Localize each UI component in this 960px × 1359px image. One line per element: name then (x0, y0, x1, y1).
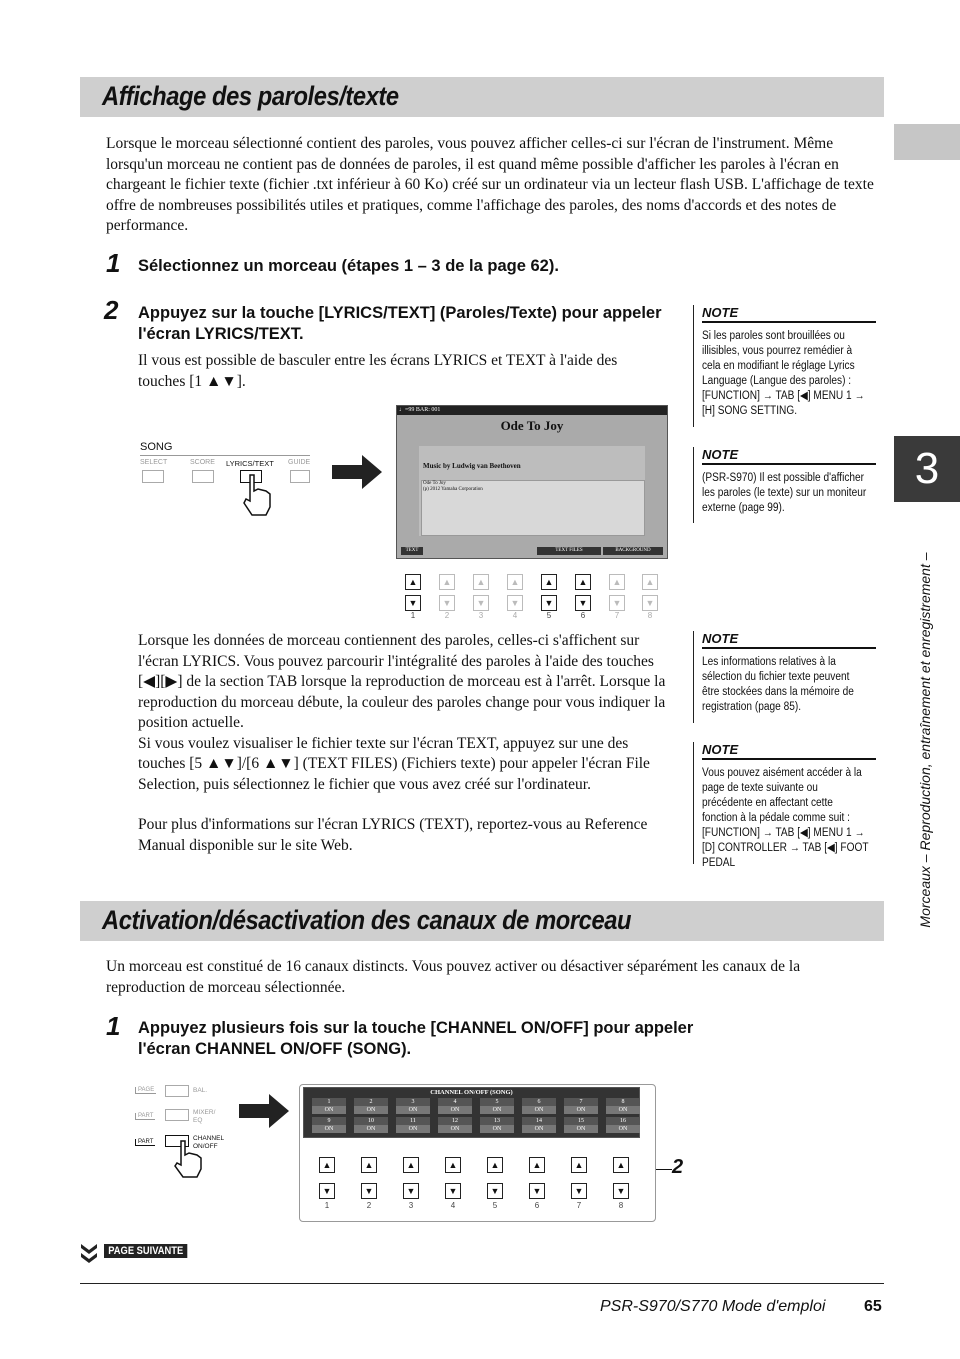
button-number: 1 (410, 611, 416, 620)
button-4-up[interactable]: ▲ (507, 574, 523, 590)
channel-cell (396, 1098, 430, 1114)
running-title: Morceaux – Reproduction, entraînement et enregistrement – (917, 552, 933, 928)
channel-state: ON (438, 1125, 472, 1133)
button-8-down[interactable]: ▼ (642, 595, 658, 611)
channel-cell (564, 1117, 598, 1133)
channel-button-1-up[interactable]: ▲ (319, 1157, 335, 1173)
note-heading: NOTE (702, 447, 876, 465)
part-tag: PART (135, 1139, 155, 1146)
button-number: 4 (450, 1201, 456, 1210)
channel-cell (606, 1117, 640, 1133)
note-heading: NOTE (702, 631, 876, 649)
arrow-right-icon (332, 455, 382, 489)
step-number: 1 (106, 248, 121, 278)
paragraph-reference: Pour plus d'informations sur l'écran LYRICS (TEXT), reportez-vous au Reference Manual disponible sur le site Web. (138, 816, 648, 854)
next-page-label: PAGE SUIVANTE (104, 1244, 187, 1258)
channel-number: 6 (537, 1099, 541, 1105)
arrow-right-icon (239, 1094, 289, 1128)
step-instruction: Appuyez sur la touche [LYRICS/TEXT] (Paroles/Texte) pour appeler l'écran LYRICS/TEXT. (138, 304, 662, 343)
screen-topbar (397, 406, 667, 415)
button-3-up[interactable]: ▲ (473, 574, 489, 590)
channel-button-8-up[interactable]: ▲ (613, 1157, 629, 1173)
channel-on-off-label: CHANNEL ON/OFF (193, 1135, 224, 1150)
channel-number: 4 (453, 1099, 457, 1105)
channel-number: 9 (327, 1118, 331, 1124)
channel-cell (354, 1098, 388, 1114)
button-8-up[interactable]: ▲ (642, 574, 658, 590)
button-number: 6 (534, 1201, 540, 1210)
channel-cell (606, 1098, 640, 1114)
channel-state: ON (396, 1106, 430, 1114)
button-5-down[interactable]: ▼ (541, 595, 557, 611)
channel-state: ON (312, 1106, 346, 1114)
channel-state: ON (480, 1125, 514, 1133)
channel-number: 16 (620, 1118, 626, 1124)
channel-state: ON (564, 1106, 598, 1114)
paragraph-text-files: Si vous voulez visualiser le fichier texte sur l'écran TEXT, appuyez sur une des touches [5 ▲▼]/[6 ▲▼] (TEXT FILES) (Fichiers texte) pour appeler l'écran File Selection, puis sélectionnez le fichier que vous avez créé sur l'ordinateur. (138, 734, 650, 793)
button-6-up[interactable]: ▲ (575, 574, 591, 590)
channel-cell (480, 1098, 514, 1114)
channel-button-2-down[interactable]: ▼ (361, 1183, 377, 1199)
channel-screen-title: CHANNEL ON/OFF (SONG) (430, 1089, 513, 1096)
section-title-text: Affichage des paroles/texte (102, 81, 399, 111)
lyrics-description (138, 631, 668, 856)
channel-number: 1 (327, 1099, 331, 1105)
section-intro (106, 134, 876, 237)
button-number: 5 (492, 1201, 498, 1210)
note-text: Si les paroles sont brouillées ou illisibles, vous pourrez remédier à cela en modifiant le réglage Lyrics Language (Langue des paroles) : [FUNCTION] → TAB [◀] MENU 1 → [H] SONG SETTING. (702, 330, 865, 417)
channel-cell (354, 1117, 388, 1133)
channel-button-2-up[interactable]: ▲ (361, 1157, 377, 1173)
text-line-1: Ode To Joy (423, 481, 446, 486)
panel-button-lyrics-label: LYRICS/TEXT (226, 459, 274, 468)
next-page-arrows-icon (80, 1243, 98, 1265)
tab-text-files[interactable]: TEXT FILES (537, 547, 601, 555)
channel-state: ON (396, 1125, 430, 1133)
channel-number: 8 (621, 1099, 625, 1105)
button-number: 2 (444, 611, 450, 620)
footer-rule (80, 1283, 884, 1284)
channel-button-7-up[interactable]: ▲ (571, 1157, 587, 1173)
panel-group-label: SONG (140, 441, 173, 453)
channel-cell (564, 1098, 598, 1114)
button-number: 6 (580, 611, 586, 620)
button-5-up[interactable]: ▲ (541, 574, 557, 590)
step-body-text: Il vous est possible de basculer entre les écrans LYRICS et TEXT à l'aide des touches [1 ▲▼]. (138, 352, 618, 390)
channel-cell (438, 1098, 472, 1114)
page-number: 65 (864, 1298, 882, 1315)
channel-state: ON (438, 1106, 472, 1114)
channel-number: 14 (536, 1118, 542, 1124)
page-tag: PAGE (135, 1087, 156, 1094)
channel-state: ON (564, 1125, 598, 1133)
channel-cell (480, 1117, 514, 1133)
channel-cell (522, 1117, 556, 1133)
song-title: Ode To Joy (500, 418, 564, 433)
note-text: Vous pouvez aisément accéder à la page de texte suivante ou précédente en affectant cette fonction à la pédale comme suit : [FUNCTION] → TAB [◀] MENU 1 → [D] CONTROLLER → TAB [◀] FOOT PEDAL (702, 767, 869, 869)
step-instruction: Sélectionnez un morceau (étapes 1 – 3 de la page 62). (138, 257, 559, 275)
section-title-lyrics (80, 77, 884, 117)
button-7-up[interactable]: ▲ (609, 574, 625, 590)
button-number: 5 (546, 611, 552, 620)
channel-button-6-up[interactable]: ▲ (529, 1157, 545, 1173)
button-2-down[interactable]: ▼ (439, 595, 455, 611)
button-number: 8 (618, 1201, 624, 1210)
channel-number: 11 (410, 1118, 416, 1124)
channel-on-off-screen (303, 1087, 640, 1138)
button-6-down[interactable]: ▼ (575, 595, 591, 611)
channel-button-4-down[interactable]: ▼ (445, 1183, 461, 1199)
intro-paragraph: Un morceau est constitué de 16 canaux distincts. Vous pouvez activer ou désactiver séparément les canaux de la reproduction de morceau sélectionnée. (106, 958, 801, 996)
part-tag: PART (135, 1113, 155, 1120)
channel-number: 12 (452, 1118, 458, 1124)
channel-number: 5 (495, 1099, 499, 1105)
channel-state: ON (354, 1106, 388, 1114)
channel-state: ON (312, 1125, 346, 1133)
channel-state: ON (522, 1106, 556, 1114)
section-title-channels (80, 901, 884, 941)
panel-button-select-label: SELECT (140, 459, 168, 466)
manual-title: PSR-S970/S770 Mode d'emploi (600, 1298, 826, 1315)
tab-background[interactable]: BACKGROUND (603, 547, 663, 555)
note-text: Les informations relatives à la sélection du fichier texte peuvent être stockées dans la mémoire de registration (page 85). (702, 656, 854, 713)
channel-button-7-down[interactable]: ▼ (571, 1183, 587, 1199)
button-number: 4 (512, 611, 518, 620)
channel-number: 7 (579, 1099, 583, 1105)
button-number: 1 (324, 1201, 330, 1210)
mixer-eq-label: MIXER/ EQ (193, 1109, 216, 1124)
mixer-eq-button[interactable] (165, 1109, 189, 1121)
step-number: 2 (104, 295, 119, 325)
step-body (138, 351, 668, 392)
hand-pointer-icon (240, 473, 280, 518)
note-box (693, 447, 876, 523)
section-title-text: Activation/désactivation des canaux de morceau (102, 905, 632, 935)
channel-number: 10 (368, 1118, 374, 1124)
button-7-down[interactable]: ▼ (609, 595, 625, 611)
channel-button-8-down[interactable]: ▼ (613, 1183, 629, 1199)
note-heading: NOTE (702, 305, 876, 323)
button-1-up[interactable]: ▲ (405, 574, 421, 590)
channel-number: 2 (369, 1099, 373, 1105)
bal-label: BAL. (193, 1087, 208, 1094)
channel-button-4-up[interactable]: ▲ (445, 1157, 461, 1173)
channel-cell (312, 1117, 346, 1133)
channel-button-6-down[interactable]: ▼ (529, 1183, 545, 1199)
channel-number: 13 (494, 1118, 500, 1124)
tab-text[interactable]: TEXT (401, 547, 423, 555)
tempo-bar-readout: ♩=99 BAR: 001 (399, 407, 441, 413)
panel-button-guide-label: GUIDE (288, 459, 311, 466)
button-number: 3 (408, 1201, 414, 1210)
button-2-up[interactable]: ▲ (439, 574, 455, 590)
select-button[interactable] (142, 470, 164, 483)
callout-number: 2 (672, 1156, 684, 1178)
guide-button[interactable] (290, 470, 310, 483)
channel-button-3-up[interactable]: ▲ (403, 1157, 419, 1173)
button-number: 3 (478, 611, 484, 620)
score-button[interactable] (192, 470, 214, 483)
note-box (693, 631, 876, 723)
channel-state: ON (522, 1125, 556, 1133)
channel-cell (522, 1098, 556, 1114)
bal-button[interactable] (165, 1085, 189, 1097)
button-1-down[interactable]: ▼ (405, 595, 421, 611)
panel-button-score-label: SCORE (190, 459, 215, 466)
song-panel (140, 441, 320, 521)
button-3-down[interactable]: ▼ (473, 595, 489, 611)
channel-button-1-down[interactable]: ▼ (319, 1183, 335, 1199)
channel-state: ON (354, 1125, 388, 1133)
channel-button-5-down[interactable]: ▼ (487, 1183, 503, 1199)
channel-button-3-down[interactable]: ▼ (403, 1183, 419, 1199)
text-line-2: (p) 2012 Yamaha Corporation (423, 487, 483, 492)
channel-number: 3 (411, 1099, 415, 1105)
chapter-number: 3 (894, 436, 960, 502)
button-4-down[interactable]: ▼ (507, 595, 523, 611)
hand-pointer-icon (171, 1139, 211, 1179)
part-panel (135, 1083, 235, 1178)
section-intro (106, 957, 846, 998)
channel-state: ON (606, 1125, 640, 1133)
button-number: 7 (614, 611, 620, 620)
channel-state: ON (606, 1106, 640, 1114)
note-box (693, 742, 876, 869)
step-number: 1 (106, 1011, 121, 1041)
channel-cell (312, 1098, 346, 1114)
channel-cell (438, 1117, 472, 1133)
channel-cell (396, 1117, 430, 1133)
channel-state: ON (480, 1106, 514, 1114)
button-number: 8 (647, 611, 653, 620)
note-box (693, 305, 876, 427)
channel-number: 15 (578, 1118, 584, 1124)
step-instruction: Appuyez plusieurs fois sur la touche [CHANNEL ON/OFF] pour appeler l'écran CHANNEL ON/OFF (SONG). (138, 1019, 694, 1058)
note-text: (PSR-S970) Il est possible d'afficher les paroles (le texte) sur un moniteur externe (page 99). (702, 472, 867, 514)
intro-paragraph: Lorsque le morceau sélectionné contient des paroles, vous pouvez afficher celles-ci sur l'écran de l'instrument. Même lorsqu'un morceau ne contient pas de données de paroles, il est quand même possible d'afficher les paroles à l'écran en chargeant le fichier texte (fichier .txt inférieur à 60 Ko) créé sur un ordinateur via un lecteur flash USB. L'affichage de texte offre de nombreuses possibilités utiles et pratiques, comme l'affichage des paroles, des noms d'accords et des notes de performance. (106, 135, 874, 234)
music-by-line: Music by Ludwig van Beethoven (423, 462, 521, 470)
channel-button-5-up[interactable]: ▲ (487, 1157, 503, 1173)
button-number: 2 (366, 1201, 372, 1210)
note-heading: NOTE (702, 742, 876, 760)
lyrics-screen (396, 405, 668, 559)
side-tab-upper (894, 124, 960, 160)
callout-line (656, 1169, 672, 1170)
paragraph-lyrics: Lorsque les données de morceau contiennent des paroles, celles-ci s'affichent sur l'écran LYRICS. Vous pouvez parcourir l'intégralité des paroles à l'aide des touches [◀][▶] de la section TAB lorsque la reproduction de morceau est à l'arrêt. Lorsque la reproduction du morceau débute, la couleur des paroles change pour vous indiquer la position actuelle. (138, 632, 666, 731)
button-number: 7 (576, 1201, 582, 1210)
